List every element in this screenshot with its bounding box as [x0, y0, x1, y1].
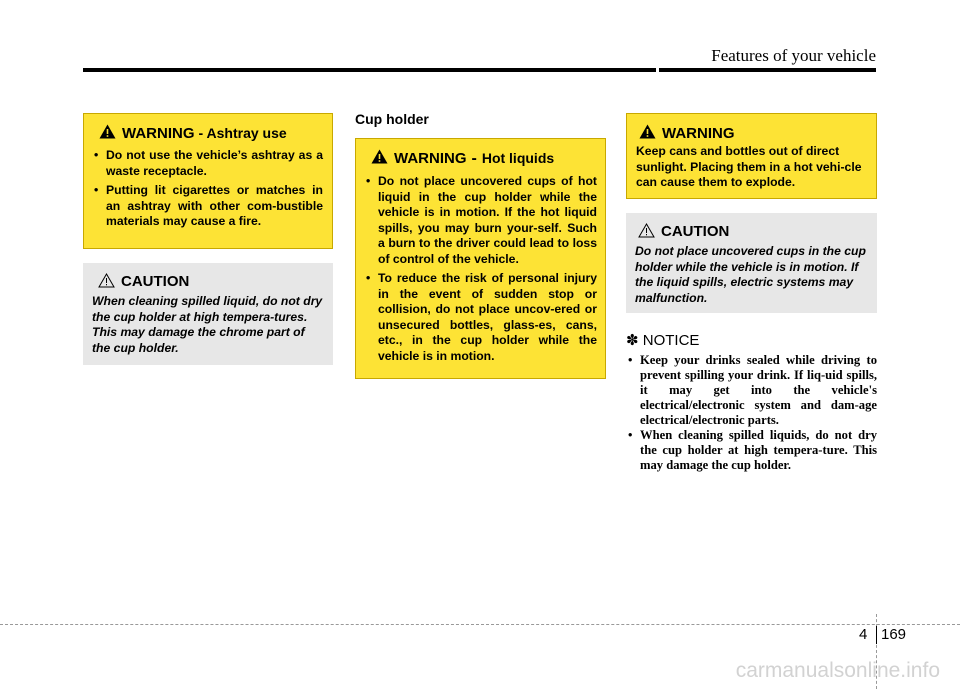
warning-ashtray-item: • Do not use the vehicle’s ashtray as a waste receptacle.: [93, 148, 323, 179]
caution-right-text: Do not place uncovered cups in the cup holder while the vehicle is in motion. If the liquid spills, electric systems may malfunction.: [635, 244, 866, 305]
warning-icon: [99, 124, 116, 143]
watermark: carmanualsonline.info: [735, 659, 940, 682]
header-rule-gap: [656, 68, 659, 72]
caution-right-box: [626, 213, 877, 313]
warning-right-text: Keep cans and bottles out of direct sunlight. Placing them in a hot vehi-cle can cause them to explode.: [636, 144, 862, 189]
page-number-divider: [876, 626, 877, 644]
warning-ashtray-item: • Putting lit cigarettes or matches in an ashtray with other com-bustible materials may cause a fire.: [93, 183, 323, 230]
header-rule: [83, 68, 876, 72]
warning-hot-item: • To reduce the risk of personal injury in the event of sudden stop or collision, do not place uncov-ered or unsecured bottles, glass-es, cans, etc., in the cup holder while the vehicle is in motion.: [365, 271, 597, 364]
notice-item: • Keep your drinks sealed while driving to prevent spilling your drink. If liq-uid spills, it may get into the vehicle's electrical/electronic system and dam-age electrical/electronic parts.: [626, 353, 877, 428]
warning-ashtray-subtitle: - Ashtray use: [198, 125, 287, 141]
caution-left-text: When cleaning spilled liquid, do not dry the cup holder at high tempera-tures. This may damage the chrome part of the cup holder.: [92, 294, 323, 355]
warning-hot-title: WARNING: [394, 150, 467, 167]
footer-dashed-line: [0, 624, 960, 625]
warning-hot-item: • Do not place uncovered cups of hot liquid in the cup holder while the vehicle is in motion. If the hot liquid spills, you may burn your-self. Such a burn to the driver could lead to loss of control of the vehicle.: [365, 174, 597, 267]
caution-icon: [98, 273, 115, 292]
warning-ashtray-box: [83, 113, 333, 249]
caution-right-title: CAUTION: [661, 223, 730, 240]
warning-hot-subtitle: Hot liquids: [481, 150, 555, 166]
running-header: Features of your vehicle: [711, 46, 876, 65]
warning-ashtray-title: WARNING: [122, 125, 195, 142]
notice-item: • When cleaning spilled liquids, do not dry the cup holder at high tempera-ture. This may damage the cup holder.: [626, 428, 877, 473]
warning-right-title: WARNING: [662, 125, 735, 142]
warning-icon: [371, 149, 388, 168]
caution-icon: [638, 223, 655, 242]
warning-hot-dash: -: [471, 150, 477, 167]
notice-title: NOTICE: [642, 332, 700, 349]
warning-icon: [639, 124, 656, 143]
warning-hot-box: [355, 138, 606, 379]
notice-section: [626, 331, 877, 473]
section-title: Cup holder: [355, 111, 429, 127]
caution-left-title: CAUTION: [121, 273, 190, 290]
chapter-number: 4: [859, 626, 868, 643]
notice-symbol-icon: ✽: [626, 332, 639, 349]
caution-left-box: [83, 263, 333, 365]
warning-right-box: [626, 113, 877, 199]
page-number: 169: [881, 626, 907, 643]
